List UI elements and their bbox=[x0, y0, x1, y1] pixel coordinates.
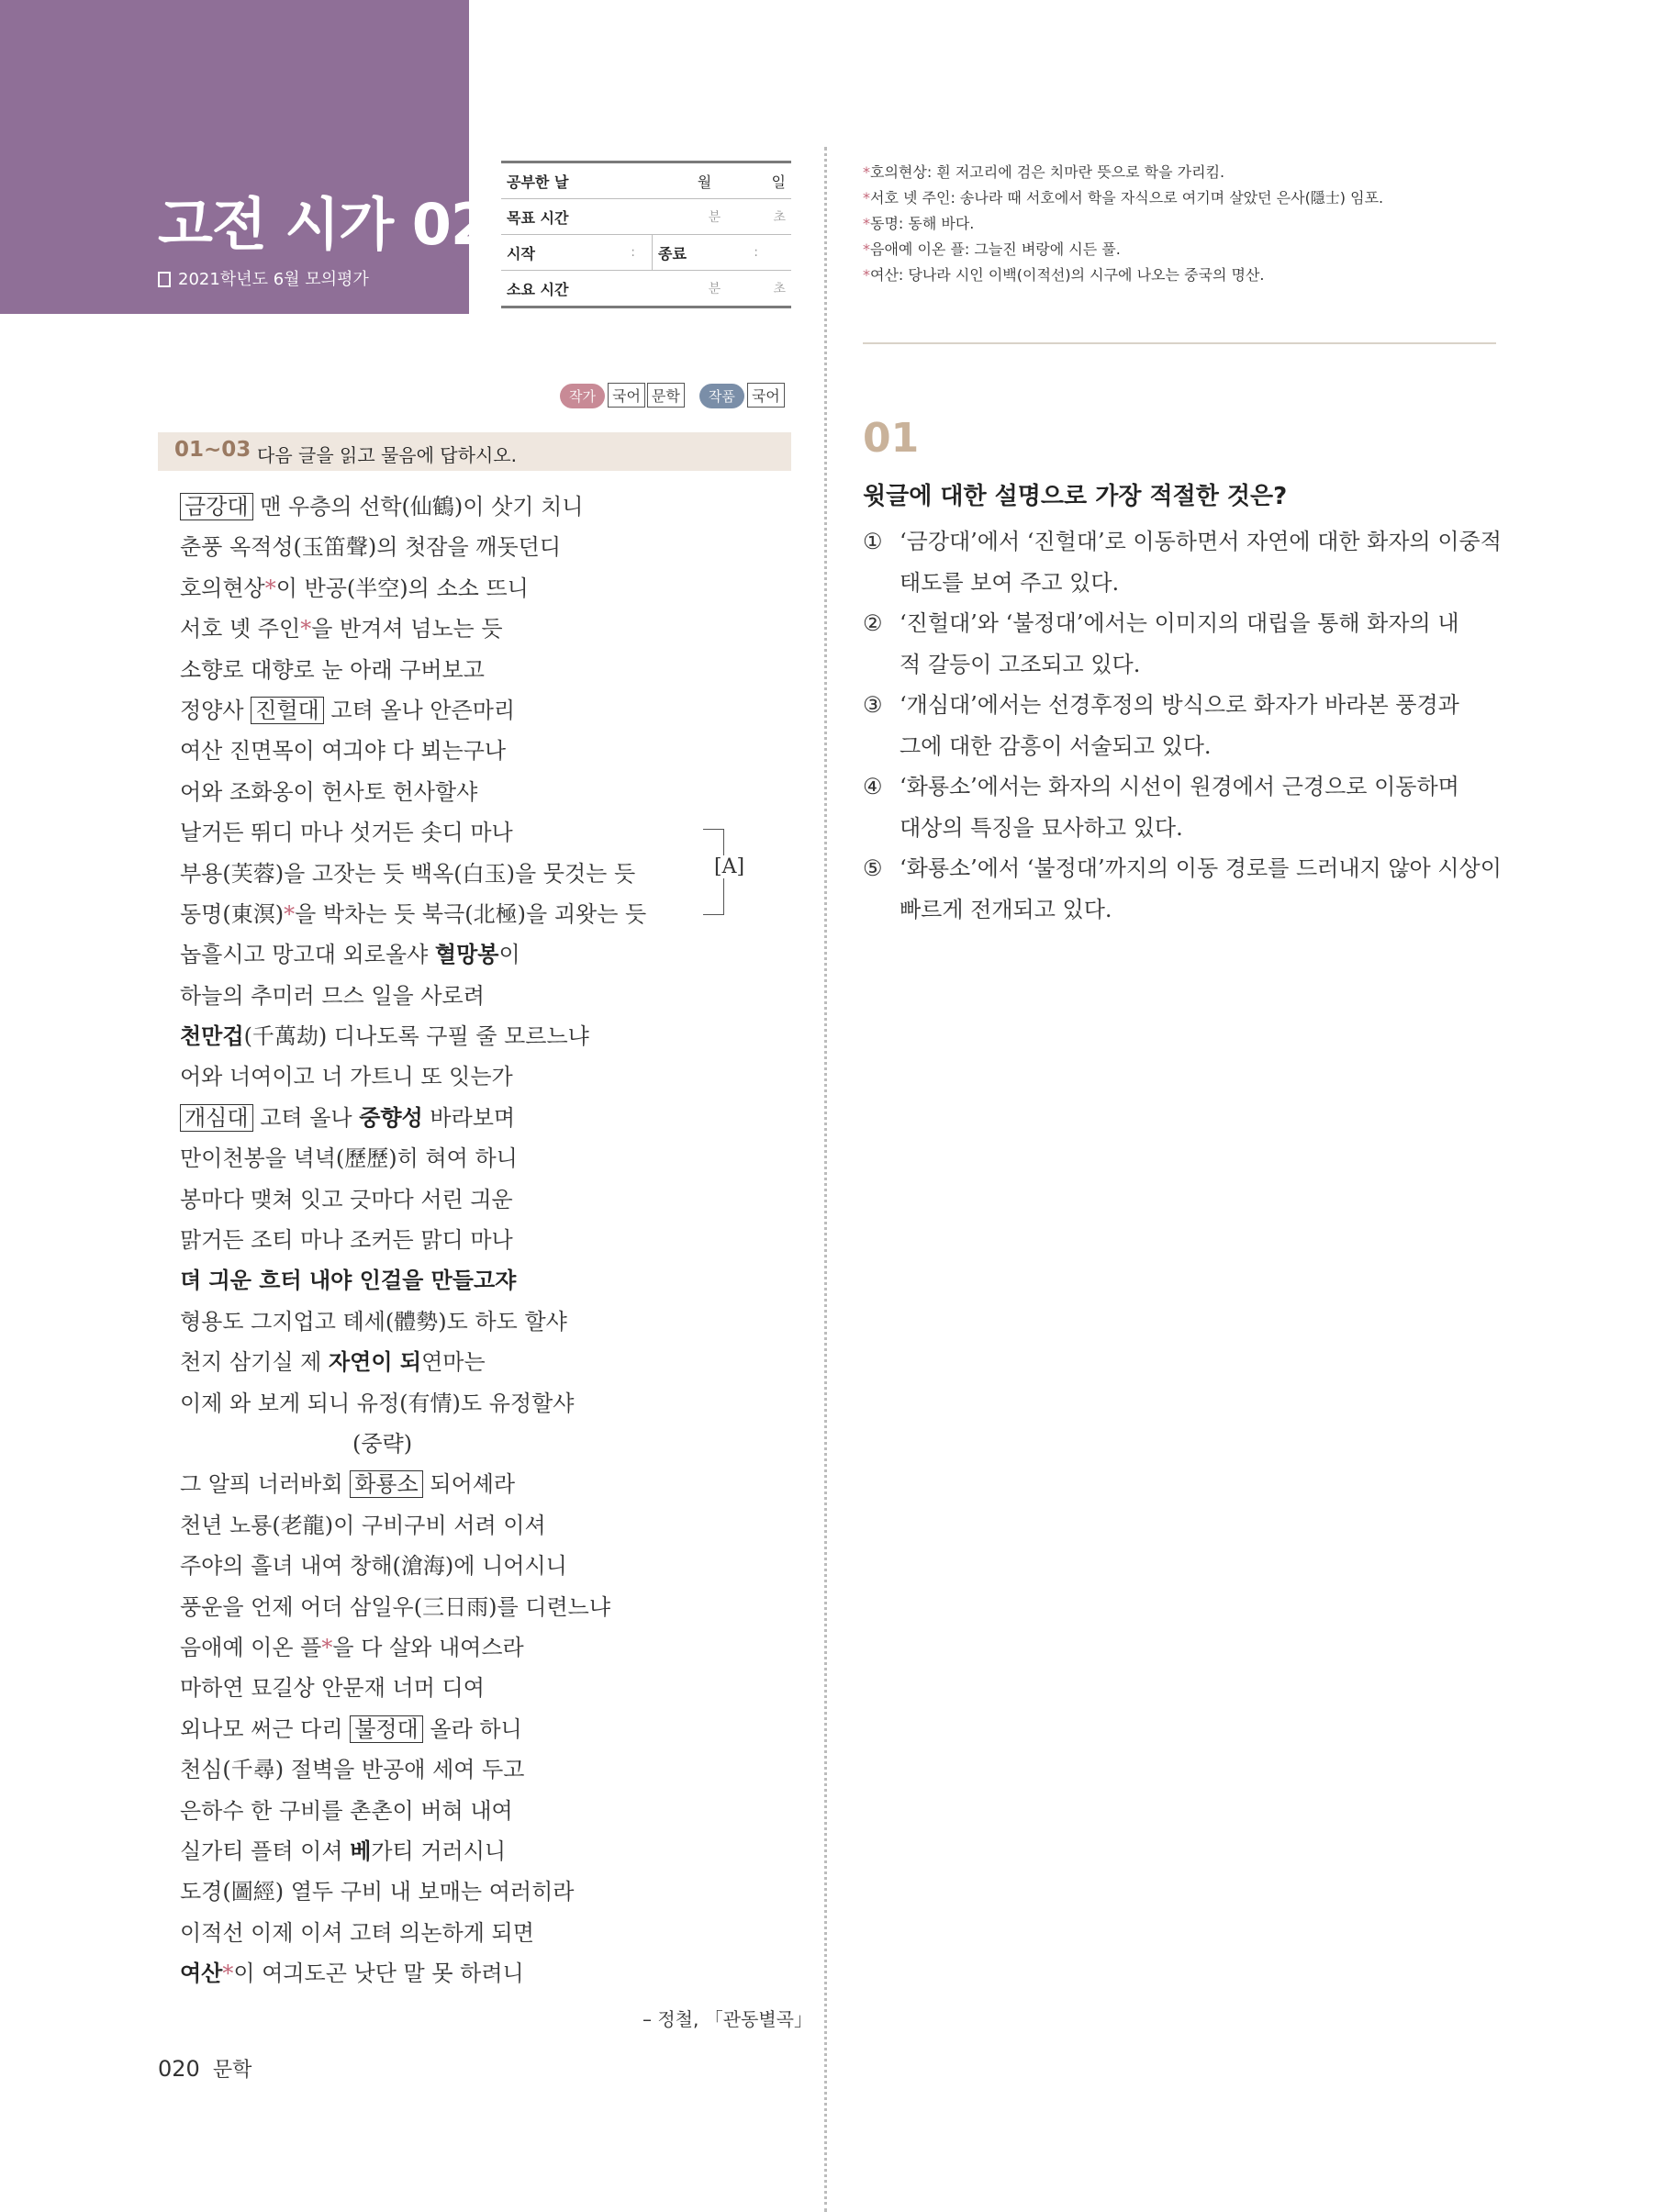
poem-text bbox=[180, 486, 646, 1994]
poem-line: 금강대 맨 우층의 선학(仙鶴)이 삿기 치니 bbox=[180, 486, 646, 527]
poem-line: 이제 와 보게 되니 유정(有情)도 유정할샤 bbox=[180, 1390, 575, 1416]
poem-line: 하늘의 추미러 므스 일을 사로려 bbox=[180, 982, 485, 1009]
poem-line: 천심(千尋) 절벽을 반공애 세여 두고 bbox=[180, 1757, 525, 1783]
document-icon bbox=[158, 272, 171, 287]
start-colon: : bbox=[625, 235, 652, 271]
answer-option[interactable]: ④ ‘화룡소’에서는 화자의 시선이 원경에서 근경으로 이동하며 대상의 특징을 묘사하고 있다. bbox=[863, 766, 1496, 848]
poem-line: 어와 너여이고 너 가트니 또 잇는가 bbox=[180, 1064, 513, 1090]
poem-line: 도경(圖經) 열두 구비 내 보매는 여러히라 bbox=[180, 1879, 575, 1905]
title-banner-notch bbox=[453, 262, 469, 293]
poem-line: 천년 노룡(老龍)이 구비구비 서려 이셔 bbox=[180, 1512, 546, 1538]
poem-line: 그 알픠 너러바회 화룡소 되어셰라 bbox=[180, 1471, 516, 1498]
bracket-a-label: [A] bbox=[714, 855, 745, 878]
poem-line: 이적선 이제 이셔 고텨 의논하게 되면 bbox=[180, 1919, 534, 1946]
poem-line: 개심대 고텨 올나 중향성 바라보며 bbox=[180, 1098, 646, 1138]
poem-line: 천만겁(千萬劫) 디나도록 구필 줄 모르느냐 bbox=[180, 1022, 589, 1050]
instruction-text: 다음 글을 읽고 물음에 답하시오. bbox=[257, 444, 517, 466]
poem-line: 소향로 대향로 눈 아래 구버보고 bbox=[180, 656, 485, 683]
poem-omission: (중략) bbox=[352, 1430, 413, 1457]
option-marker: ② bbox=[863, 610, 883, 636]
goal-second-unit: 초 bbox=[748, 199, 791, 235]
poem-line: 부용(芙蓉)을 고잣는 듯 백옥(白玉)을 뭇것는 듯 bbox=[180, 860, 636, 887]
poem-line: 풍운을 언제 어더 삼일우(三日雨)를 디련느냐 bbox=[180, 1593, 611, 1620]
footnotes bbox=[863, 160, 1505, 288]
answer-options bbox=[863, 521, 1502, 930]
poem-line: 놉흘시고 망고대 외로올샤 혈망봉이 bbox=[180, 941, 520, 968]
column-divider bbox=[824, 147, 827, 2212]
option-marker: ① bbox=[863, 529, 883, 554]
question-number: 01 bbox=[863, 415, 920, 462]
poem-line: 여산*이 여긔도곤 낫단 말 못 하려니 bbox=[180, 1960, 524, 1987]
poem-line: 만이천봉을 녁녁(歷歷)히 혀여 하니 bbox=[180, 1145, 518, 1172]
answer-option[interactable]: ② ‘진헐대’와 ‘불정대’에서는 이미지의 대립을 통해 화자의 내 적 갈등이 고조되고 있다. bbox=[863, 603, 1496, 685]
option-marker: ④ bbox=[863, 774, 883, 799]
end-label: 종료 bbox=[653, 235, 749, 271]
day-label: 일 bbox=[748, 162, 791, 199]
duration-minute-unit: 분 bbox=[653, 271, 749, 307]
poem-line: 동명(東溟)*을 박차는 듯 북극(北極)을 괴왓는 듯 bbox=[180, 900, 647, 927]
poem-line: 은하수 한 구비를 촌촌이 버혀 내여 bbox=[180, 1797, 513, 1824]
source-line bbox=[158, 266, 369, 290]
footnote: *호의현상: 흰 저고리에 검은 치마란 뜻으로 학을 가리킴. bbox=[863, 163, 1225, 181]
start-label: 시작 bbox=[501, 235, 625, 271]
work-pill: 작품 bbox=[699, 384, 744, 408]
poem-line: 여산 진면목이 여긔야 다 뵈는구나 bbox=[180, 738, 507, 765]
page-number: 020 bbox=[158, 2056, 200, 2082]
page-title: 고전 시가 02 bbox=[158, 191, 490, 258]
boxed-place: 화룡소 bbox=[350, 1470, 423, 1498]
footnote-divider bbox=[863, 342, 1496, 344]
source-tags bbox=[560, 383, 787, 408]
author-tag: 문학 bbox=[647, 383, 685, 408]
poem-line: 주야의 흘녀 내여 창해(滄海)에 니어시니 bbox=[180, 1553, 567, 1580]
question-range: 01~03 bbox=[174, 438, 251, 462]
boxed-place: 진헐대 bbox=[251, 697, 324, 724]
section-name: 문학 bbox=[212, 2059, 252, 2082]
poem-line: 날거든 뛰디 마나 섯거든 솟디 마나 bbox=[180, 820, 513, 846]
duration-label: 소요 시간 bbox=[501, 271, 625, 307]
answer-option[interactable]: ⑤ ‘화룡소’에서 ‘불정대’까지의 이동 경로를 드러내지 않아 시상이 빠르게 전개되고 있다. bbox=[863, 848, 1496, 930]
poem-line: 호의현상*이 반공(半空)의 소소 뜨니 bbox=[180, 575, 529, 601]
poem-line: 정양사 진헐대 고텨 올나 안즌마리 bbox=[180, 697, 516, 723]
goal-minute-unit: 분 bbox=[653, 199, 749, 235]
poem-line: 외나모 써근 다리 불정대 올라 하니 bbox=[180, 1715, 522, 1742]
boxed-place: 개심대 bbox=[180, 1104, 253, 1132]
boxed-place: 금강대 bbox=[180, 493, 253, 520]
boxed-place: 불정대 bbox=[350, 1715, 423, 1743]
answer-option[interactable]: ③ ‘개심대’에서는 선경후정의 방식으로 화자가 바라본 풍경과 그에 대한 감흥이 서술되고 있다. bbox=[863, 685, 1496, 766]
poem-line: 실가티 플텨 이셔 베가티 거러시니 bbox=[180, 1837, 507, 1864]
author-tag: 국어 bbox=[608, 383, 645, 408]
duration-second-unit: 초 bbox=[748, 271, 791, 307]
date-label: 공부한 날 bbox=[501, 162, 625, 199]
footnote: *동명: 동해 바다. bbox=[863, 215, 975, 232]
footnote: *여산: 당나라 시인 이백(이적선)의 시구에 나오는 중국의 명산. bbox=[863, 266, 1265, 284]
page-footer bbox=[158, 2054, 251, 2083]
end-colon: : bbox=[748, 235, 791, 271]
poem-line: 천지 삼기실 제 자연이 되연마는 bbox=[180, 1348, 486, 1376]
poem-line: 춘풍 옥적성(玉笛聲)의 첫잠을 깨돗던디 bbox=[180, 534, 562, 561]
footnote: *서호 넷 주인: 송나라 때 서호에서 학을 자식으로 여기며 살았던 은사(隱士) 임포. bbox=[863, 189, 1384, 207]
study-log-table bbox=[501, 161, 791, 308]
poem-line: 음애예 이온 플*을 다 살와 내여스라 bbox=[180, 1634, 524, 1660]
poem-line: 봉마다 맺쳐 잇고 긋마다 서린 긔운 bbox=[180, 1186, 513, 1212]
poem-line: 서호 녯 주인*을 반겨셔 넘노는 듯 bbox=[180, 616, 503, 642]
answer-option[interactable]: ① ‘금강대’에서 ‘진헐대’로 이동하면서 자연에 대한 화자의 이중적 태도를 보여 주고 있다. bbox=[863, 521, 1496, 603]
work-tag: 국어 bbox=[747, 383, 785, 408]
poem-line: 어와 조화옹이 헌사토 헌사할샤 bbox=[180, 778, 478, 805]
poem-attribution: – 정철, 「관동별곡」 bbox=[643, 2008, 812, 2030]
question-stem: 윗글에 대한 설명으로 가장 적절한 것은? bbox=[863, 483, 1288, 510]
poem-line: 맑거든 조티 마나 조커든 맑디 마나 bbox=[180, 1227, 513, 1254]
poem-line: 뎌 긔운 흐터 내야 인걸을 만들고쟈 bbox=[180, 1267, 517, 1294]
footnote: *음애예 이온 플: 그늘진 벼랑에 시든 풀. bbox=[863, 240, 1121, 258]
poem-line: 형용도 그지업고 톄세(體勢)도 하도 할샤 bbox=[180, 1308, 567, 1335]
author-pill: 작가 bbox=[560, 384, 605, 408]
month-label: 월 bbox=[653, 162, 749, 199]
option-marker: ③ bbox=[863, 692, 883, 718]
source-text: 2021학년도 6월 모의평가 bbox=[178, 270, 369, 289]
poem-line: 마하연 묘길상 안문재 너머 디여 bbox=[180, 1675, 485, 1702]
option-marker: ⑤ bbox=[863, 855, 883, 881]
goal-time-label: 목표 시간 bbox=[501, 199, 625, 235]
